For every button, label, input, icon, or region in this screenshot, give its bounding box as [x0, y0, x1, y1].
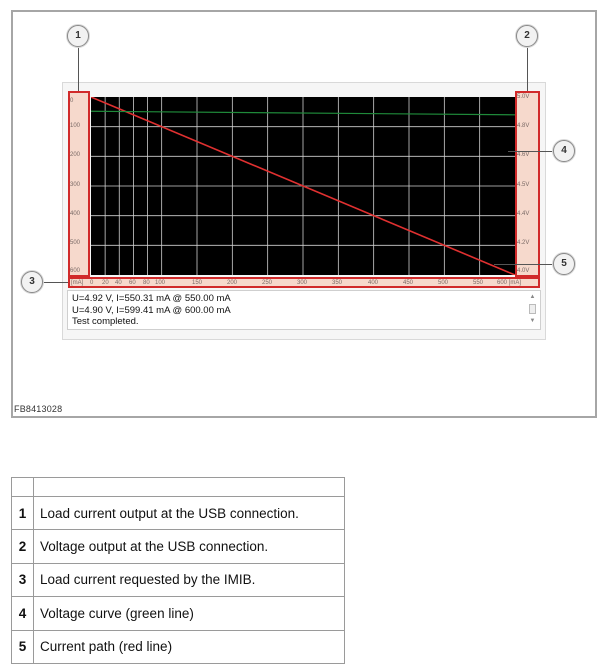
y-right-tick: 4.5V	[517, 182, 530, 188]
y-right-tick: 4.8V	[517, 123, 530, 129]
y-left-tick: 600	[70, 268, 81, 274]
x-tick: 500	[438, 280, 449, 286]
y-right-tick: 4.6V	[517, 152, 530, 158]
legend-row	[12, 530, 345, 563]
x-tick: 150	[192, 280, 203, 286]
callout-1: 1	[67, 25, 89, 47]
scroll-down-icon[interactable]: ▼	[529, 318, 536, 324]
y-left-tick: 0	[70, 98, 74, 104]
x-tick: 200	[227, 280, 238, 286]
x-tick: 80	[143, 280, 150, 286]
callout-4: 4	[553, 140, 575, 162]
callout-leader	[78, 47, 79, 91]
log-scrollbar[interactable]	[528, 293, 537, 327]
x-tick: 250	[262, 280, 273, 286]
legend-number: 1	[12, 497, 34, 530]
callout-leader	[508, 151, 553, 152]
legend-text: Voltage curve (green line)	[34, 597, 345, 630]
legend-number: 5	[12, 630, 34, 663]
x-axis-unit: [mA]	[71, 280, 84, 286]
legend-text: Voltage output at the USB connection.	[34, 530, 345, 563]
legend-row	[12, 563, 345, 596]
y-left-tick: 100	[70, 123, 81, 129]
usb-load-chart	[91, 97, 515, 275]
y-right-tick: 4.2V	[517, 240, 530, 246]
callout-2: 2	[516, 25, 538, 47]
scroll-up-icon[interactable]: ▲	[529, 294, 536, 300]
x-tick: 400	[368, 280, 379, 286]
callout-3: 3	[21, 271, 43, 293]
legend-text: Load current requested by the IMIB.	[34, 563, 345, 596]
x-tick: 60	[129, 280, 136, 286]
legend-text: Current path (red line)	[34, 630, 345, 663]
legend-header-row	[12, 478, 345, 497]
y-right-tick: 4.0V	[517, 268, 530, 274]
x-tick: 350	[332, 280, 343, 286]
figure-id: FB8413028	[14, 404, 63, 414]
chart-plot-area	[91, 97, 515, 275]
y-left-tick: 400	[70, 211, 81, 217]
legend-table	[11, 477, 345, 664]
legend-row	[12, 497, 345, 530]
log-line: U=4.92 V, I=550.31 mA @ 550.00 mA	[72, 293, 231, 304]
legend-row	[12, 630, 345, 663]
y-left-tick: 500	[70, 240, 81, 246]
test-log[interactable]	[67, 290, 541, 330]
y-right-tick: 5.0V	[517, 94, 530, 100]
callout-leader	[527, 47, 528, 91]
callout-leader	[43, 282, 68, 283]
legend-number: 3	[12, 563, 34, 596]
x-tick: 450	[403, 280, 414, 286]
x-tick: 100	[155, 280, 166, 286]
callout-leader	[494, 264, 553, 265]
callout-5: 5	[553, 253, 575, 275]
y-right-tick: 4.4V	[517, 211, 530, 217]
x-tick: 550	[473, 280, 484, 286]
legend-number: 4	[12, 597, 34, 630]
y-left-tick: 300	[70, 182, 81, 188]
log-line: Test completed.	[72, 316, 139, 327]
scroll-thumb[interactable]	[529, 304, 536, 314]
legend-number: 2	[12, 530, 34, 563]
x-tick: 600 [mA]	[497, 280, 522, 286]
legend-text: Load current output at the USB connection.	[34, 497, 345, 530]
log-line: U=4.90 V, I=599.41 mA @ 600.00 mA	[72, 304, 231, 316]
y-left-tick: 200	[70, 152, 81, 158]
x-tick: 20	[102, 280, 109, 286]
x-tick: 300	[297, 280, 308, 286]
x-tick: 40	[115, 280, 122, 286]
x-tick: 0	[90, 280, 94, 286]
legend-row	[12, 597, 345, 630]
